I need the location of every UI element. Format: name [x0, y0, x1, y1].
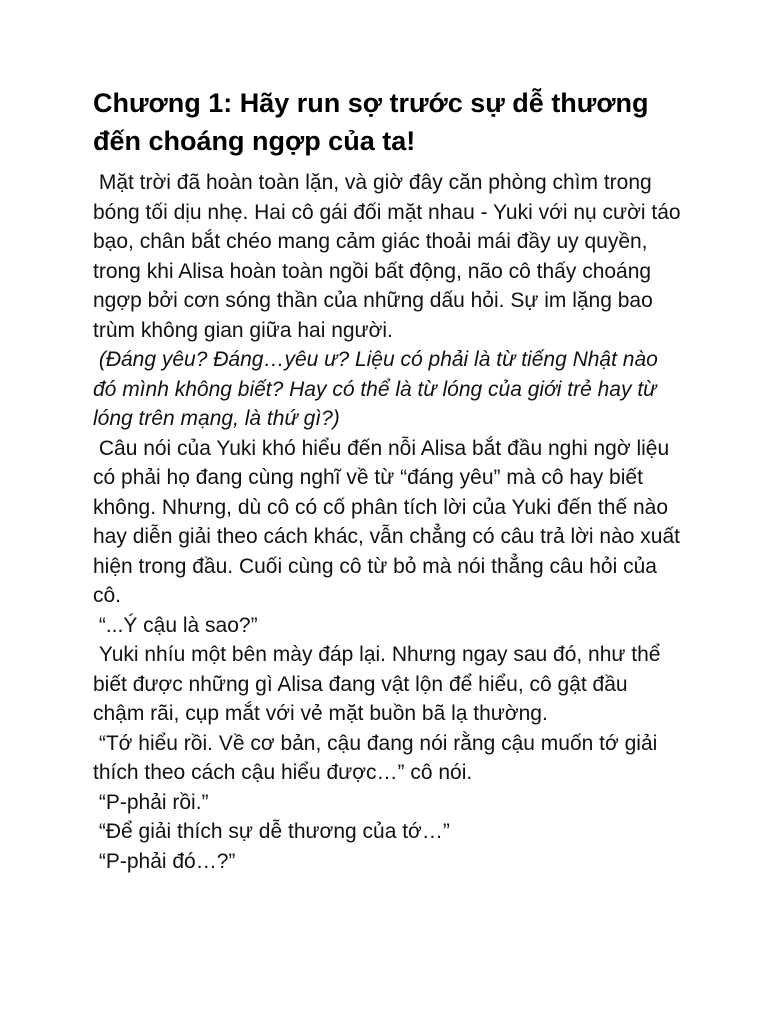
paragraph-narration-1: Mặt trời đã hoàn toàn lặn, và giờ đây căn phòng chìm trong bóng tối dịu nhẹ. Hai cô gái đối mặt nhau - Yuki với nụ cười táo bạo, chân bắt chéo mang cảm giác thoải mái đầy uy quyền, trong khi Alisa hoàn toàn ngồi bất động, não cô thấy choáng ngợp bởi cơn sóng thần của những dấu hỏi. Sự im lặng bao trùm không gian giữa hai người. — [93, 171, 687, 342]
paragraph-dialogue-5: “P-phải đó…?” — [93, 849, 236, 873]
paragraph-dialogue-2: “Tớ hiểu rồi. Về cơ bản, cậu đang nói rằng cậu muốn tớ giải thích theo cách cậu hiểu được…” cô nói. — [93, 731, 664, 784]
paragraph-narration-3: Yuki nhíu một bên mày đáp lại. Nhưng ngay sau đó, như thể biết được những gì Alisa đang vật lộn để hiểu, cô gật đầu chậm rãi, cụp mắt với vẻ mặt buồn bã lạ thường. — [93, 643, 667, 725]
chapter-title: Chương 1: Hãy run sợ trước sự dễ thương đến choáng ngợp của ta! — [93, 88, 649, 156]
paragraph-dialogue-1: “...Ý cậu là sao?” — [93, 613, 258, 637]
paragraph-dialogue-4: “Để giải thích sự dễ thương của tớ…” — [93, 820, 450, 843]
paragraph-inner-thought: (Đáng yêu? Đáng…yêu ư? Liệu có phải là từ tiếng Nhật nào đó mình không biết? Hay có thể là từ lóng của giới trẻ hay từ lóng trên mạng, là thứ gì?) — [93, 348, 664, 430]
chapter-body — [93, 168, 687, 876]
paragraph-narration-2: Câu nói của Yuki khó hiểu đến nỗi Alisa bắt đầu nghi ngờ liệu có phải họ đang cùng nghĩ về từ “đáng yêu” mà cô hay biết không. Nhưng, dù cô có cố phân tích lời của Yuki đến thế nào hay diễn giải theo cách khác, vẫn chẳng có câu trả lời nào xuất hiện trong đầu. Cuối cùng cô từ bỏ mà nói thẳng câu hỏi của cô. — [93, 436, 686, 607]
paragraph-dialogue-3: “P-phải rồi.” — [93, 790, 209, 814]
document-page — [93, 84, 687, 876]
